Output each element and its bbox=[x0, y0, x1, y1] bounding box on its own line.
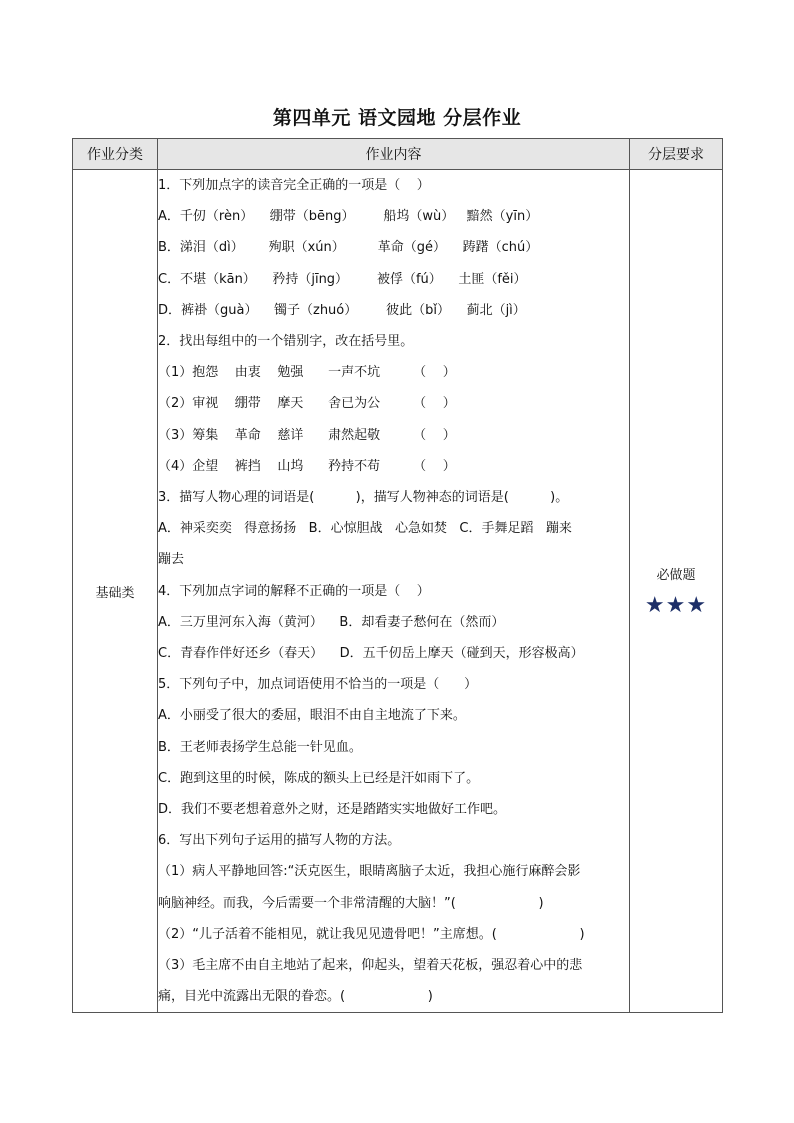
content-line: A．小丽受了很大的委屈，眼泪不由自主地流了下来。 bbox=[158, 708, 466, 724]
category-cell: 基础类 bbox=[73, 170, 158, 1013]
page-title: 第四单元 语文园地 分层作业 bbox=[272, 107, 522, 129]
content-line: 5．下列句子中，加点词语使用不恰当的一项是（ ） bbox=[158, 677, 478, 693]
content-line: 3．描写人物心理的词语是( )，描写人物神态的词语是( )。 bbox=[158, 490, 569, 506]
content-line: A．千仞（rèn） 绷带（bēng） 船坞（wù） 黯然（yīn） bbox=[158, 209, 539, 225]
table-header-row bbox=[73, 139, 723, 170]
header-content: 作业内容 bbox=[158, 139, 630, 170]
content-line: C．青春作伴好还乡（春天） D．五千仞岳上摩天（碰到天，形容极高） bbox=[158, 646, 584, 662]
content-line: 响脑神经。而我，今后需要一个非常清醒的大脑！”( ) bbox=[158, 895, 544, 911]
content-line: A．神采奕奕 得意扬扬 B．心惊胆战 心急如焚 C．手舞足蹈 蹦来 bbox=[158, 521, 572, 537]
content-line: 2．找出每组中的一个错别字，改在括号里。 bbox=[158, 334, 414, 350]
content-line: 6．写出下列句子运用的描写人物的方法。 bbox=[158, 833, 401, 849]
content-line: 1．下列加点字的读音完全正确的一项是（ ） bbox=[158, 178, 430, 193]
content-line: C．不堪（kān） 矜持（jīng） 被俘（fú） 土匪（fěi） bbox=[158, 271, 527, 287]
content-line: B．涕泪（dì） 殉职（xún） 革命（gé） 踌躇（chú） bbox=[158, 240, 539, 256]
content-line: （2）审视 绷带 摩天 舍已为公 （ ） bbox=[158, 396, 456, 412]
content-line: 蹦去 bbox=[158, 552, 185, 568]
table-row bbox=[73, 170, 723, 1013]
header-category: 作业分类 bbox=[73, 139, 158, 170]
content-line: （3）筹集 革命 慈详 肃然起敬 （ ） bbox=[158, 427, 456, 443]
content-line: 痛，目光中流露出无限的眷恋。( ) bbox=[158, 989, 433, 1005]
content-line: D．我们不要老想着意外之财，还是踏踏实实地做好工作吧。 bbox=[158, 802, 507, 818]
content-line: 4．下列加点字词的解释不正确的一项是（ ） bbox=[158, 583, 430, 599]
requirement-label: 必做题 bbox=[656, 568, 696, 584]
homework-table bbox=[72, 138, 723, 1013]
header-requirement: 分层要求 bbox=[630, 139, 723, 170]
content-cell bbox=[158, 170, 630, 1013]
content-line: （2）“儿子活着不能相见，就让我见见遗骨吧！”主席想。( ) bbox=[158, 926, 585, 942]
content-line: C．跑到这里的时候，陈成的额头上已经是汗如雨下了。 bbox=[158, 770, 480, 786]
content-line: （3）毛主席不由自主地站了起来，仰起头，望着天花板，强忍着心中的悲 bbox=[158, 958, 583, 974]
content-line: （1）病人平静地回答:“沃克医生，眼睛离脑子太近，我担心施行麻醉会影 bbox=[158, 864, 581, 880]
content-line: D．裤褂（guà） 镯子（zhuó） 彼此（bǐ） 蓟北（jì） bbox=[158, 302, 526, 318]
content-line: A．三万里河东入海（黄河） B．却看妻子愁何在（然而） bbox=[158, 614, 505, 630]
content-line: （1）抱怨 由衷 勉强 一声不坑 （ ） bbox=[158, 365, 456, 381]
star-rating-icon: ★★★ bbox=[644, 593, 708, 619]
requirement-cell bbox=[630, 170, 723, 1013]
content-line: B．王老师表扬学生总能一针见血。 bbox=[158, 739, 362, 755]
content-line: （4）企望 裤挡 山坞 矜持不苟 （ ） bbox=[158, 458, 456, 474]
